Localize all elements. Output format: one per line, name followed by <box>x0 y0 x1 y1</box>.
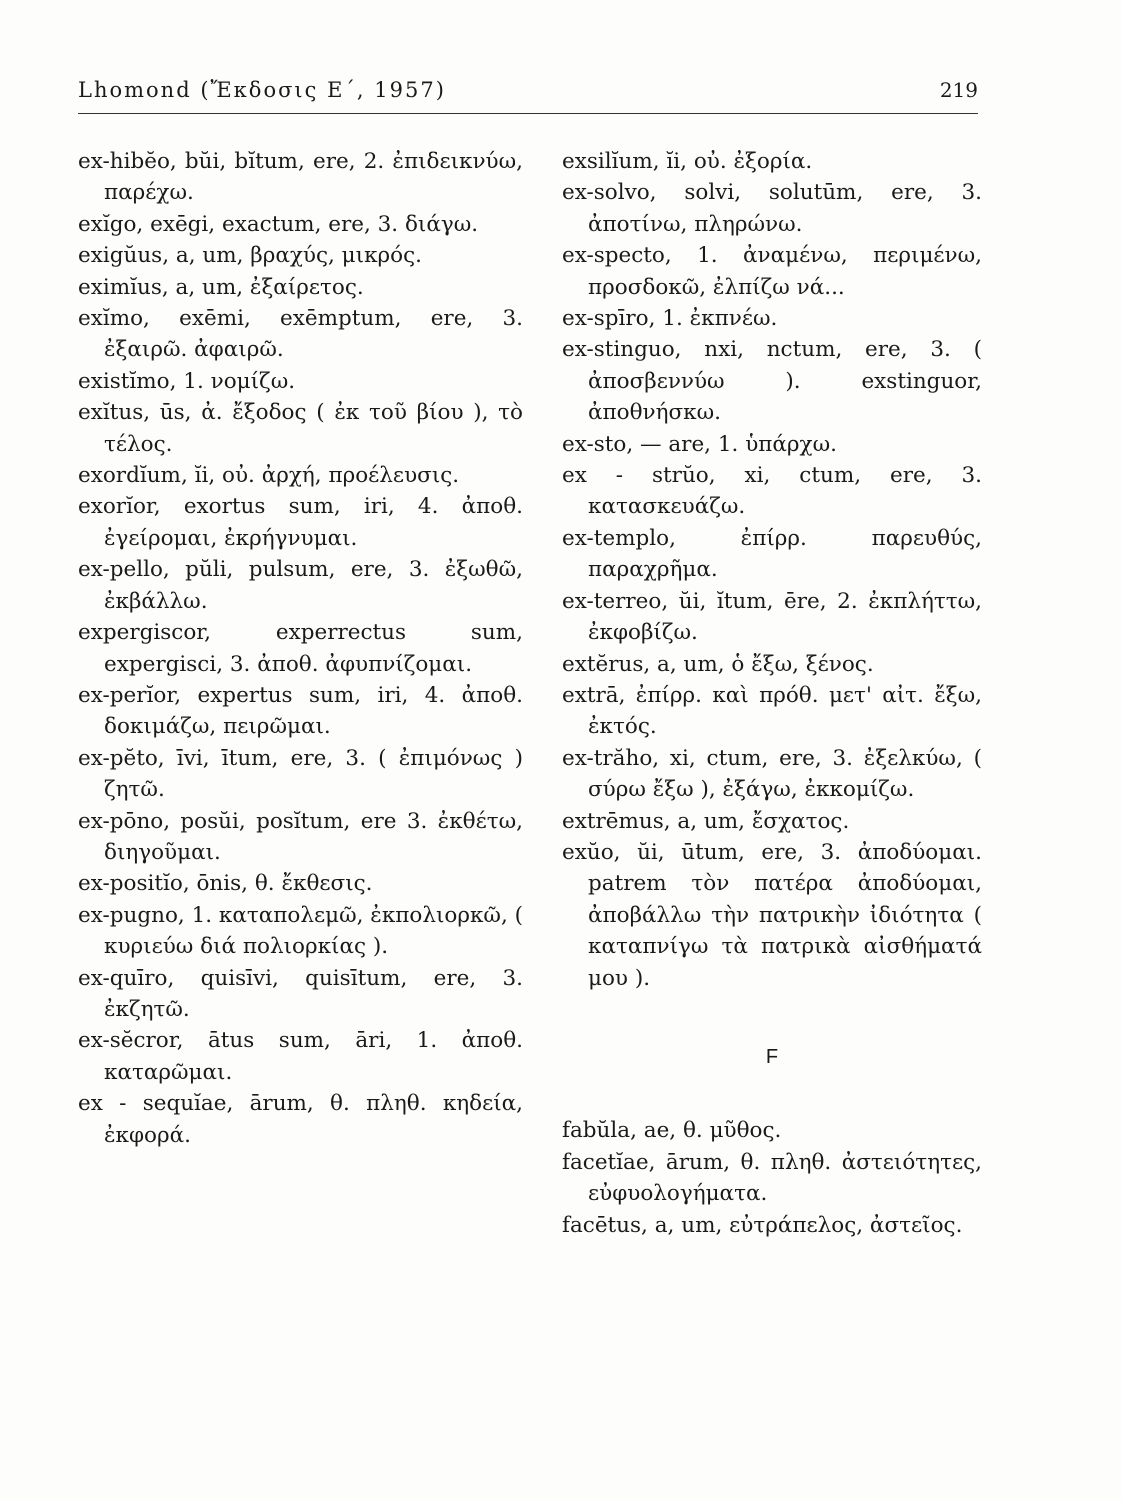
dictionary-entry: ex-quīro, quisīvi, quisītum, ere, 3. ἐκζητῶ. <box>78 965 523 1022</box>
dictionary-entry: ex-solvo, solvi, solutūm, ere, 3. ἀποτίνω, πληρώνω. <box>562 180 982 237</box>
dictionary-entry: exĭtus, ūs, ἀ. ἔξοδος ( ἐκ τοῦ βίου ), τὸ τέλος. <box>78 400 523 457</box>
dictionary-entry: eximĭus, a, um, ἐξαίρετος. <box>78 274 364 300</box>
left-column <box>78 146 523 1151</box>
right-column <box>562 146 982 1241</box>
dictionary-entry: ex-pĕto, īvi, ītum, ere, 3. ( ἐπιμόνως ) ζητῶ. <box>78 745 523 803</box>
dictionary-entry: extrā, ἐπίρρ. καὶ πρόθ. μετ' αἰτ. ἔξω, ἐκτός. <box>562 682 982 740</box>
dictionary-entry: fabŭla, ae, θ. μῦθος. <box>562 1118 782 1144</box>
dictionary-entry: ex-pello, pŭli, pulsum, ere, 3. ἐξωθῶ, ἐκβάλλω. <box>78 557 523 614</box>
dictionary-entry: ex-spīro, 1. ἐκπνέω. <box>562 306 778 332</box>
dictionary-entry: facētus, a, um, εὐτράπελος, ἀστεῖος. <box>562 1212 963 1238</box>
dictionary-entry: exorĭor, exortus sum, iri, 4. ἀποθ. ἐγείρομαι, ἐκρήγνυμαι. <box>78 494 523 551</box>
dictionary-entry: ex-pōno, posŭi, posĭtum, ere 3. ἐκθέτω, διηγοῦμαι. <box>78 808 523 865</box>
dictionary-entry: ex-templo, ἐπίρρ. παρευθύς, παραχρῆμα. <box>562 525 982 583</box>
dictionary-entry: ex-specto, 1. ἀναμένω, περιμένω, προσδοκῶ, ἐλπίζω νά... <box>562 243 982 300</box>
header-rule <box>78 113 978 114</box>
dictionary-entry: extĕrus, a, um, ὁ ἔξω, ξένος. <box>562 651 874 677</box>
dictionary-entry: ex-pugno, 1. καταπολεμῶ, ἐκπολιορκῶ, ( κυριεύω διά πολιορκίας ). <box>78 902 524 960</box>
dictionary-entry: exĭgo, exēgi, exactum, ere, 3. διάγω. <box>78 211 479 237</box>
dictionary-entry: ex-perĭor, expertus sum, iri, 4. ἀποθ. δοκιμάζω, πειρῶμαι. <box>78 682 523 740</box>
dictionary-entry: facetĭae, ārum, θ. πληθ. ἀστειότητες, εὐφυολογήματα. <box>562 1149 982 1207</box>
dictionary-entry: ex-sto, — are, 1. ὑπάρχω. <box>562 431 837 457</box>
dictionary-entry: expergiscor, experrectus sum, expergisci, 3. ἀποθ. ἀφυπνίζομαι. <box>78 620 523 677</box>
dictionary-entry: ex - sequĭae, ārum, θ. πληθ. κηδεία, ἐκφορά. <box>78 1091 523 1148</box>
dictionary-entry: existĭmo, 1. νομίζω. <box>78 368 296 394</box>
dictionary-entry: extrēmus, a, um, ἔσχατος. <box>562 808 850 834</box>
section-letter-heading: F <box>765 1045 779 1068</box>
dictionary-entry: ex-terreo, ŭi, ĭtum, ēre, 2. ἐκπλήττω, ἐκφοβίζω. <box>562 588 982 646</box>
dictionary-entry: exĭmo, exēmi, exēmptum, ere, 3. ἐξαιρῶ. ἀφαιρῶ. <box>78 306 523 363</box>
dictionary-entry: ex-positĭo, ōnis, θ. ἔκθεσις. <box>78 871 373 897</box>
dictionary-entry: exordĭum, ĭi, οὐ. ἀρχή, προέλευσις. <box>78 463 460 489</box>
dictionary-entry: exŭo, ŭi, ūtum, ere, 3. ἀποδύομαι. patrem τὸν πατέρα ἀποδύομαι, ἀποβάλλω τὴν πατρικὴν ἰδιότητα ( καταπνίγω τὰ πατρικὰ αἰσθήματά μου ). <box>562 839 982 991</box>
page-header <box>78 78 978 110</box>
dictionary-entry: ex - strŭo, xi, ctum, ere, 3. κατασκευάζω. <box>562 463 982 520</box>
dictionary-entry: exigŭus, a, um, βραχύς, μικρός. <box>78 243 422 269</box>
running-title: Lhomond (Ἔκδοσις Ε΄, 1957) <box>78 78 446 102</box>
page-number: 219 <box>939 78 978 102</box>
dictionary-entry: ex-stinguo, nxi, nctum, ere, 3. ( ἀποσβεννύω ). exstinguor, ἀποθνήσκω. <box>562 337 982 426</box>
dictionary-entry: ex-hibĕo, bŭi, bĭtum, ere, 2. ἐπιδεικνύω, παρέχω. <box>78 149 523 206</box>
dictionary-entry: ex-trăho, xi, ctum, ere, 3. ἐξελκύω, ( σύρω ἔξω ), ἐξάγω, ἐκκομίζω. <box>562 745 982 803</box>
dictionary-entry: exsilĭum, ĭi, οὐ. ἐξορία. <box>562 149 813 174</box>
dictionary-entry: ex-sĕcror, ātus sum, āri, 1. ἀποθ. καταρῶμαι. <box>78 1028 523 1085</box>
